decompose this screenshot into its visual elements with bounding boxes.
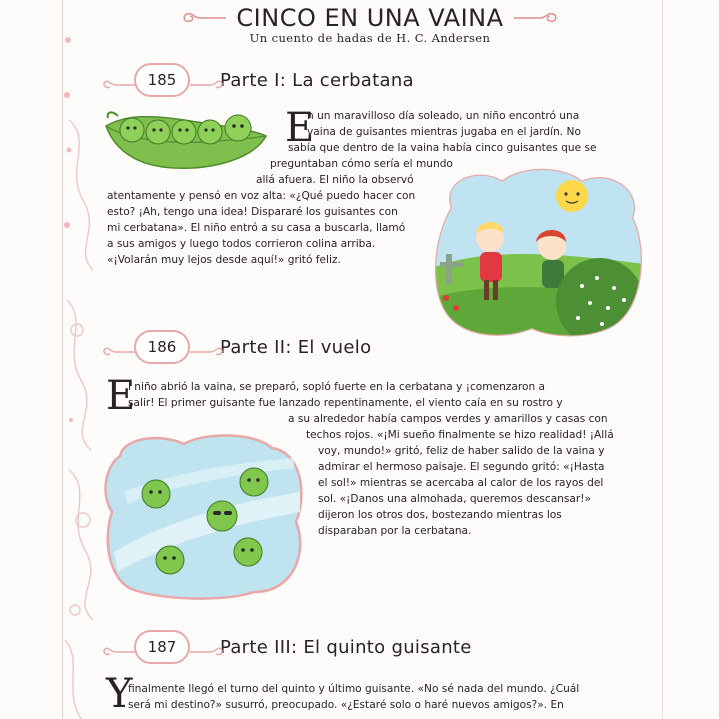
text-line: sol. «¡Danos una almohada, queremos descansar!» [318,493,591,505]
text-line: dijeron los otros dos, bostezando mientras los [318,509,562,521]
section-heading-1 [134,63,414,97]
section-number-badge: 185 [134,63,190,97]
text-line: n un maravilloso día soleado, un niño encontró una [307,110,580,122]
section-title: Parte III: El quinto guisante [220,636,472,658]
text-line: sabía que dentro de la vaina había cinco guisantes que se [288,142,597,154]
section-heading-3 [134,630,472,664]
dropcap: E [106,373,136,419]
text-line: el sol!» mientras se acercaba al calor de los rayos del [318,477,604,489]
dropcap: E [285,105,315,151]
flourish-right-icon [512,10,558,26]
swirl-right-icon [190,344,224,360]
text-line: mi cerbatana». El niño entró a su casa a buscarla, llamó [107,222,406,234]
pea-pod-illustration [104,108,270,178]
swirl-left-icon [102,344,136,360]
dropcap: Y [106,671,133,717]
flying-peas-illustration [104,432,304,600]
title-row [150,4,590,32]
text-line: a sus amigos y luego todos corrieron colina arriba. [107,238,376,250]
flourish-left-icon [182,10,228,26]
text-line: «¡Volarán muy lejos desde aquí!» gritó feliz. [107,254,341,266]
swirl-right-icon [190,77,224,93]
text-line: a su alrededor había campos verdes y amarillos y casas con [288,413,608,425]
story-title: CINCO EN UNA VAINA [236,4,504,32]
text-line: admirar el hermoso paisaje. El segundo gritó: «¡Hasta [318,461,605,473]
swirl-left-icon [102,77,136,93]
text-line: l niño abrió la vaina, se preparó, sopló fuerte en la cerbatana y ¡comenzaron a [128,381,546,393]
section-number-badge: 186 [134,330,190,364]
text-line: será mi destino?» susurró, preocupado. «¿Estaré solo o haré nuevos amigos?». En [128,699,564,711]
text-line: preguntaban cómo sería el mundo [270,158,453,170]
text-line: esto? ¡Ah, tengo una idea! Dispararé los guisantes con [107,206,398,218]
swirl-left-icon [102,644,136,660]
text-line: atentamente y pensó en voz alta: «¿Qué puedo hacer con [107,190,416,202]
section-title: Parte I: La cerbatana [220,69,414,91]
swirl-right-icon [190,644,224,660]
page-right-edge [662,0,663,719]
section-number-badge: 187 [134,630,190,664]
text-line: voy, mundo!» gritó, feliz de haber salido de la vaina y [318,445,605,457]
text-line: salir! El primer guisante fue lanzado repentinamente, el viento caía en su rostro y [128,397,563,409]
text-line: allá afuera. El niño la observó [256,174,414,186]
text-line: techos rojos. «¡Mi sueño finalmente se hizo realidad! ¡Allá [306,429,614,441]
story-subtitle: Un cuento de hadas de H. C. Andersen [249,31,491,45]
children-scene-illustration [432,168,644,340]
text-line: finalmente llegó el turno del quinto y último guisante. «No sé nada del mundo. ¿Cuál [128,683,580,695]
text-line: vaina de guisantes mientras jugaba en el jardín. No [307,126,581,138]
section-title: Parte II: El vuelo [220,336,372,358]
text-line: disparaban por la cerbatana. [318,525,472,537]
page-header [150,4,590,45]
section-heading-2 [134,330,371,364]
